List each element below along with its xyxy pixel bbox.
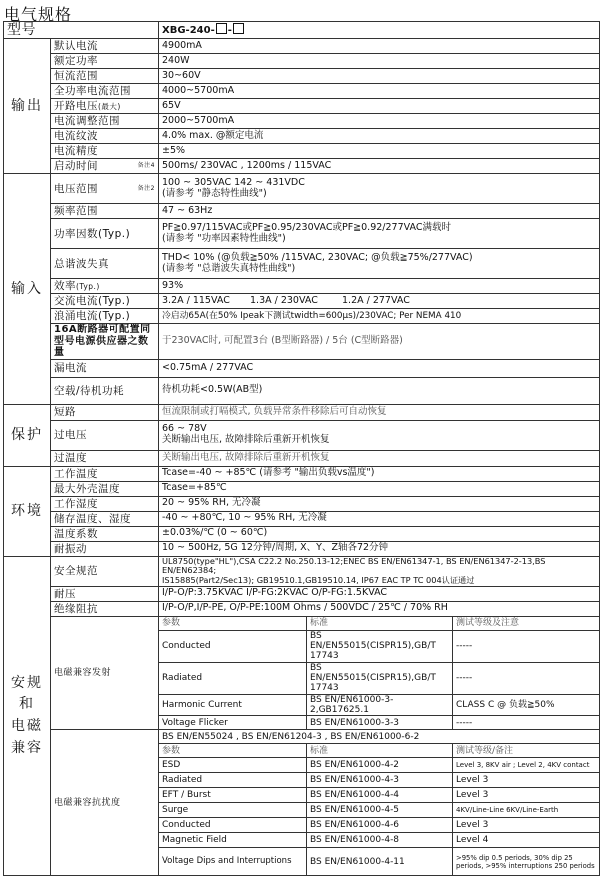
ac-v2: 1.3A / 230VAC	[250, 294, 318, 306]
env-row-1	[4, 481, 600, 496]
voltage-note: 备注2	[137, 184, 155, 192]
eff-label-text: 效率	[54, 280, 76, 293]
env-label-5: 耐振动	[51, 541, 159, 556]
ocv-note: (最大)	[98, 102, 121, 112]
standby-value: 待机功耗<0.5W(AB型)	[159, 377, 600, 404]
eff-value: 93%	[159, 279, 600, 294]
emission-h2: 测试等级及注意	[453, 616, 600, 630]
output-row-1	[4, 54, 600, 69]
input-eff-row	[4, 279, 600, 294]
emission-label: 电磁兼容发射	[51, 616, 159, 730]
pf-value	[159, 219, 600, 249]
immunity-r6-c0: Voltage Dips and Interruptions	[159, 848, 307, 876]
output-label-3: 全功率电流范围	[51, 84, 159, 99]
breaker-label: 16A断路器可配置同型号电源供应器之数量	[51, 324, 159, 360]
model-label: 型号	[4, 22, 159, 39]
model-row	[4, 22, 600, 39]
safety-section-l2: 和	[19, 696, 35, 713]
immunity-r4-c0: Conducted	[159, 818, 307, 833]
immunity-r1-c1: BS EN/EN61000-4-3	[307, 773, 453, 788]
pf-label: 功率因数(Typ.)	[51, 219, 159, 249]
safety-standards-row	[4, 556, 600, 586]
otp-label: 过温度	[51, 450, 159, 466]
output-value-5: 2000~5700mA	[159, 114, 600, 129]
input-leak-row	[4, 359, 600, 377]
input-voltage-row	[4, 174, 600, 204]
model-prefix: XBG-240-	[162, 25, 215, 37]
env-label-3: 储存温度、湿度	[51, 511, 159, 526]
immunity-h1: 标准	[307, 744, 453, 758]
protection-section: 保护	[4, 404, 51, 466]
thd-value	[159, 249, 600, 279]
ovp-value	[159, 420, 600, 450]
env-label-1: 最大外壳温度	[51, 481, 159, 496]
immunity-r0-c1: BS EN/EN61000-4-2	[307, 758, 453, 773]
output-label-8	[51, 159, 159, 174]
ovp-label: 过电压	[51, 420, 159, 450]
leak-value: <0.75mA / 277VAC	[159, 359, 600, 377]
environment-section: 环境	[4, 466, 51, 556]
input-pf-row	[4, 219, 600, 249]
eff-label	[51, 279, 159, 294]
output-value-3: 4000~5700mA	[159, 84, 600, 99]
immunity-r0-c2: Level 3, 8KV air ; Level 2, 4KV contact	[453, 758, 600, 773]
model-value	[159, 22, 600, 39]
voltage-label: 电压范围	[54, 182, 98, 195]
emission-r3-c0: Voltage Flicker	[159, 716, 307, 730]
immunity-r3-c0: Surge	[159, 803, 307, 818]
immunity-r2-c0: EFT / Burst	[159, 788, 307, 803]
input-thd-row	[4, 249, 600, 279]
env-row-4	[4, 526, 600, 541]
protection-ovp-row	[4, 420, 600, 450]
voltage-line2: (请参考 "静态特性曲线")	[162, 187, 267, 199]
immunity-r2-c1: BS EN/EN61000-4-4	[307, 788, 453, 803]
env-value-5: 10 ~ 500Hz, 5G 12分钟/周期, X、Y、Z轴各72分钟	[159, 541, 600, 556]
input-section: 输入	[4, 174, 51, 405]
output-label-1: 额定功率	[51, 54, 159, 69]
immunity-intro: BS EN/EN55024 , BS EN/EN61204-3 , BS EN/EN61000-6-2	[159, 730, 600, 744]
emission-r1-c1: BS EN/EN55015(CISPR15),GB/T 17743	[307, 662, 453, 694]
output-label-0: 默认电流	[51, 39, 159, 54]
output-value-8: 500ms/ 230VAC , 1200ms / 115VAC	[159, 159, 600, 174]
input-voltage-label	[51, 174, 159, 204]
immunity-h0: 参数	[159, 744, 307, 758]
env-row-3	[4, 511, 600, 526]
emission-r2-c0: Harmonic Current	[159, 694, 307, 716]
isolation-label: 绝缘阻抗	[51, 601, 159, 616]
model-box-2	[233, 23, 244, 34]
standards-value	[159, 556, 600, 586]
isolation-value: I/P-O/P,I/P-PE, O/P-PE:100M Ohms / 500VDC / 25℃ / 70% RH	[159, 601, 600, 616]
immunity-r3-c1: BS EN/EN61000-4-5	[307, 803, 453, 818]
immunity-intro-row	[4, 730, 600, 744]
immunity-r4-c1: BS EN/EN61000-4-6	[307, 818, 453, 833]
output-label-6: 电流纹波	[51, 129, 159, 144]
isolation-row	[4, 601, 600, 616]
input-ac-row	[4, 294, 600, 309]
emission-r2-c1: BS EN/EN61000-3-2,GB17625.1	[307, 694, 453, 716]
otp-value: 关断输出电压, 故障排除后重新开机恢复	[159, 450, 600, 466]
emission-r2-c2: CLASS C @ 负载≧50%	[453, 694, 600, 716]
env-value-3: -40 ~ +80℃, 10 ~ 95% RH, 无冷凝	[159, 511, 600, 526]
env-label-2: 工作湿度	[51, 496, 159, 511]
withstand-value: I/P-O/P:3.75KVAC I/P-FG:2KVAC O/P-FG:1.5KVAC	[159, 586, 600, 601]
startup-label: 启动时间	[54, 160, 98, 173]
env-row-5	[4, 541, 600, 556]
protection-short-row	[4, 404, 600, 420]
emission-header-row	[4, 616, 600, 630]
ovp-line2: 关断输出电压, 故障排除后重新开机恢复	[162, 434, 330, 446]
env-value-2: 20 ~ 95% RH, 无冷凝	[159, 496, 600, 511]
pf-line2: (请参考 "功率因素特性曲线")	[162, 232, 286, 244]
emission-r1-c2: -----	[453, 662, 600, 694]
safety-section-l1: 安规	[11, 674, 43, 691]
env-label-0: 工作温度	[51, 466, 159, 481]
emission-r3-c2: -----	[453, 716, 600, 730]
output-label-7: 电流精度	[51, 144, 159, 159]
emission-h1: 标准	[307, 616, 453, 630]
output-row-8	[4, 159, 600, 174]
immunity-r5-c2: Level 4	[453, 833, 600, 848]
short-label: 短路	[51, 404, 159, 420]
output-row-5	[4, 114, 600, 129]
input-breaker-row	[4, 324, 600, 360]
emission-r1-c0: Radiated	[159, 662, 307, 694]
immunity-h2: 测试等级/备注	[453, 744, 600, 758]
withstand-label: 耐压	[51, 586, 159, 601]
immunity-r4-c2: Level 3	[453, 818, 600, 833]
output-row-2	[4, 69, 600, 84]
emission-h0: 参数	[159, 616, 307, 630]
output-value-4: 65V	[159, 99, 600, 114]
output-row-4	[4, 99, 600, 114]
startup-note: 备注4	[137, 162, 155, 170]
output-value-6: 4.0% max. @额定电流	[159, 129, 600, 144]
thd-line1: THD< 10% (@负载≧50% /115VAC, 230VAC; @负载≧75%/277VAC)	[162, 251, 473, 263]
output-row-0	[4, 39, 600, 54]
immunity-r1-c2: Level 3	[453, 773, 600, 788]
page-title: 电气规格	[4, 5, 73, 24]
immunity-r5-c0: Magnetic Field	[159, 833, 307, 848]
immunity-r2-c2: Level 3	[453, 788, 600, 803]
standards-line2: IS15885(Part2/Sec13); GB19510.1,GB19510.14, IP67 EAC TP TC 004认证通过	[162, 574, 475, 585]
immunity-r3-c2: 4KV/Line-Line 6KV/Line-Earth	[453, 803, 600, 818]
emission-r0-c2: -----	[453, 630, 600, 662]
immunity-r1-c0: Radiated	[159, 773, 307, 788]
output-value-7: ±5%	[159, 144, 600, 159]
standards-label: 安全规范	[51, 556, 159, 586]
output-row-6	[4, 129, 600, 144]
thd-line2: (请参考 "总谐波失真特性曲线")	[162, 262, 296, 274]
env-row-0	[4, 466, 600, 481]
env-row-2	[4, 496, 600, 511]
freq-label: 频率范围	[51, 204, 159, 219]
output-row-3	[4, 84, 600, 99]
output-label-4	[51, 99, 159, 114]
safety-section	[4, 556, 51, 876]
output-section: 输出	[4, 39, 51, 174]
ocv-label: 开路电压	[54, 100, 98, 113]
eff-note: (Typ.)	[76, 282, 100, 292]
voltage-line1: 100 ~ 305VAC 142 ~ 431VDC	[162, 176, 305, 188]
safety-section-l3: 电磁	[11, 717, 43, 734]
ac-value	[159, 294, 600, 309]
output-label-5: 电流调整范围	[51, 114, 159, 129]
inrush-value: 冷启动65A(在50% Ipeak下测试twidth=600μs)/230VAC; Per NEMA 410	[159, 309, 600, 324]
withstand-row	[4, 586, 600, 601]
leak-label: 漏电流	[51, 359, 159, 377]
protection-otp-row	[4, 450, 600, 466]
ovp-line1: 66 ~ 78V	[162, 423, 207, 435]
env-label-4: 温度系数	[51, 526, 159, 541]
emission-r3-c1: BS EN/EN61000-3-3	[307, 716, 453, 730]
output-value-0: 4900mA	[159, 39, 600, 54]
output-value-2: 30~60V	[159, 69, 600, 84]
output-row-7	[4, 144, 600, 159]
ac-v3: 1.2A / 277VAC	[342, 294, 410, 306]
input-freq-row	[4, 204, 600, 219]
input-standby-row	[4, 377, 600, 404]
freq-value: 47 ~ 63Hz	[159, 204, 600, 219]
immunity-r6-c2: >95% dip 0.5 periods, 30% dip 25 periods, >95% interruptions 250 periods	[453, 848, 600, 876]
model-dash: -	[227, 25, 232, 37]
emission-r0-c1: BS EN/EN55015(CISPR15),GB/T 17743	[307, 630, 453, 662]
immunity-r0-c0: ESD	[159, 758, 307, 773]
model-box-1	[216, 23, 227, 34]
input-inrush-row	[4, 309, 600, 324]
standby-label: 空载/待机功耗	[51, 377, 159, 404]
immunity-r6-c1: BS EN/EN61000-4-11	[307, 848, 453, 876]
emission-r0-c0: Conducted	[159, 630, 307, 662]
immunity-r5-c1: BS EN/EN61000-4-8	[307, 833, 453, 848]
env-value-1: Tcase=+85℃	[159, 481, 600, 496]
standards-line1: UL8750(type"HL"),CSA C22.2 No.250.13-12;ENEC BS EN/EN61347-1, BS EN/EN61347-2-13,BS EN/EN62384;	[162, 556, 546, 576]
short-value: 恒流限制或打嗝模式, 负载异常条件移除后可自动恢复	[159, 404, 600, 420]
ac-v1: 3.2A / 115VAC	[162, 294, 230, 306]
ac-label: 交流电流(Typ.)	[51, 294, 159, 309]
spec-table	[3, 21, 600, 876]
immunity-label: 电磁兼容抗扰度	[51, 730, 159, 876]
output-label-2: 恒流范围	[51, 69, 159, 84]
output-value-1: 240W	[159, 54, 600, 69]
env-value-0: Tcase=-40 ~ +85℃ (请参考 "输出负载vs温度")	[159, 466, 600, 481]
thd-label: 总谐波失真	[51, 249, 159, 279]
env-value-4: ±0.03%/℃ (0 ~ 60℃)	[159, 526, 600, 541]
safety-section-l4: 兼容	[11, 739, 43, 756]
breaker-value: 于230VAC时, 可配置3台 (B型断路器) / 5台 (C型断路器)	[159, 324, 600, 360]
input-voltage-value	[159, 174, 600, 204]
inrush-label: 浪涌电流(Typ.)	[51, 309, 159, 324]
pf-line1: PF≧0.97/115VAC或PF≧0.95/230VAC或PF≧0.92/277VAC满载时	[162, 221, 451, 233]
